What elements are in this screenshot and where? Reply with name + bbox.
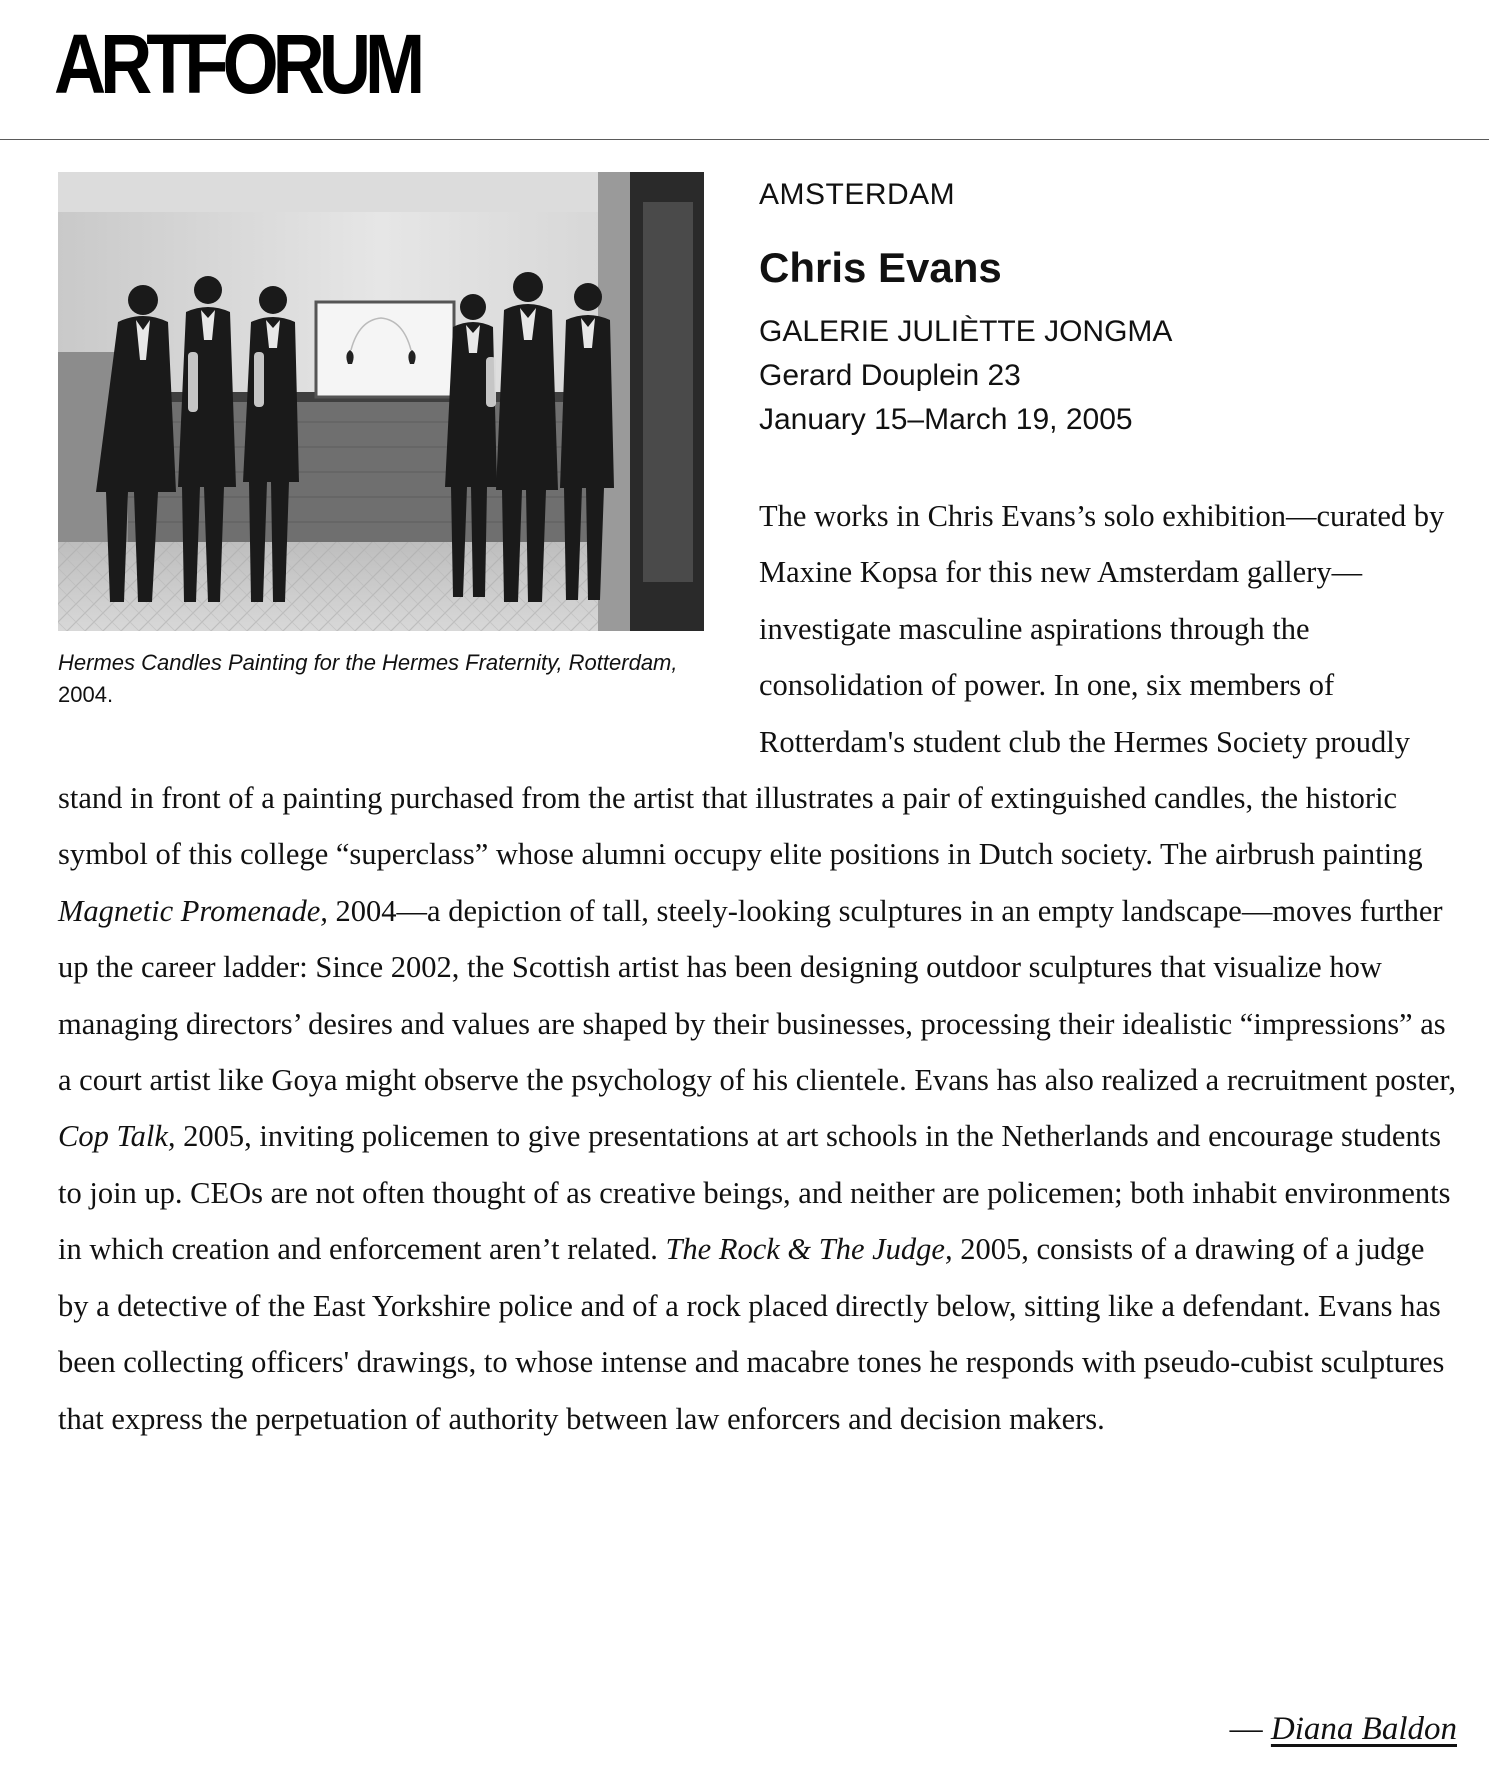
body-segment-3: 2005, inviting policemen to give presentations at art schools in the Netherlands and encourage students to join up. CEOs are not often thought of as creative beings, and neither are policemen; both inhabit environments in which creation and enforcement aren’t related. — [58, 1119, 1451, 1267]
work-title-magnetic-promenade: Magnetic Promenade, — [58, 893, 328, 928]
author-link[interactable]: Diana Baldon — [1270, 1711, 1457, 1747]
caption-title: Hermes Candles Painting for the Hermes Fraternity, Rotterdam, — [58, 650, 678, 675]
caption-year: 2004. — [58, 682, 114, 707]
figure-wrap-spacer — [58, 488, 759, 770]
body-segment-2: 2004—a depiction of tall, steely-looking sculptures in an empty landscape—moves further up the career ladder: Since 2002, the Scottish artist has been designing outdoor sculptures that visualize how managing directors’ desires and values are shaped by their businesses, processing their idealistic “impressions” as a court artist like Goya might observe the psychology of his clientele. Evans has also realized a recruitment poster, — [58, 893, 1456, 1098]
byline-dash: — — [1229, 1711, 1271, 1747]
work-title-rock-and-judge: The Rock & The Judge, — [665, 1232, 953, 1267]
body-segment-4: 2005, consists of a drawing of a judge by a detective of the East Yorkshire police and of a rock placed directly below, sitting like a defendant. Evans has been collecting officers' drawings, to whose intense and macabre tones he responds with pseudo-cubist sculptures that express the perpetuation of authority between law enforcers and decision makers. — [58, 1232, 1445, 1436]
review-header — [759, 172, 1439, 442]
masthead — [0, 0, 1489, 140]
byline — [1230, 1707, 1457, 1751]
gallery-address: Gerard Douplein 23 — [759, 359, 1021, 392]
artist-title: Chris Evans — [759, 244, 1002, 291]
exhibition-dates: January 15–March 19, 2005 — [759, 403, 1133, 436]
city-label: AMSTERDAM — [759, 178, 956, 211]
gallery-name: GALERIE JULIÈTTE JONGMA — [759, 315, 1173, 348]
work-title-cop-talk: Cop Talk, — [58, 1119, 176, 1154]
body-segment-1: The works in Chris Evans’s solo exhibition—curated by Maxine Kopsa for this new Amsterdam gallery—investigate masculine aspirations through the consolidation of power. In one, six members of Rotterdam's student club the Hermes Society proudly stand in front of a painting purchased from the artist that illustrates a pair of extinguished candles, the historic symbol of this college “superclass” whose alumni occupy elite positions in Dutch society. The airbrush painting — [58, 499, 1445, 872]
review-body — [58, 488, 1458, 1447]
artforum-logo[interactable]: ARTFORUM — [54, 17, 420, 111]
